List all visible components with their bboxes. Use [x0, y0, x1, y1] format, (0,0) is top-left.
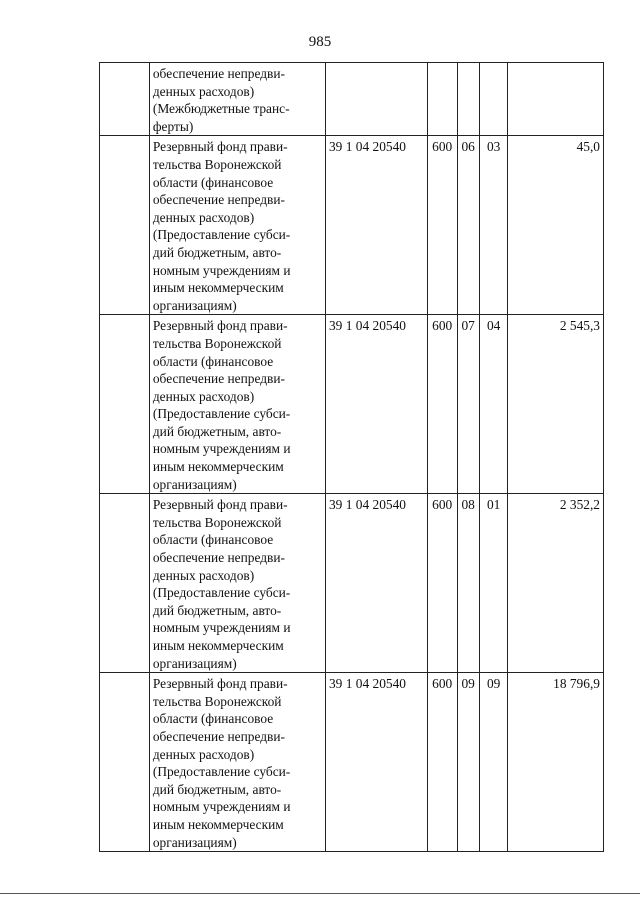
cell-sum: [508, 63, 604, 136]
name-line: тельства Воронежской: [152, 335, 282, 351]
name-line: дий бюджетным, авто-: [152, 781, 282, 797]
name-line: номным учреждениям и: [152, 799, 291, 815]
table-row: [100, 673, 604, 852]
name-line: номным учреждениям и: [152, 620, 291, 636]
cell-subsection: 03: [479, 136, 508, 315]
name-line: денных расходов): [152, 209, 255, 225]
cell-empty: [100, 63, 150, 136]
name-line: иным некоммерческим: [152, 638, 284, 653]
name-line: области (финансовое: [152, 711, 274, 727]
cell-expense-type: 600: [427, 673, 457, 852]
cell-name: [149, 63, 325, 136]
name-line: номным учреждениям и: [152, 441, 291, 457]
name-line: (Предоставление субси-: [152, 406, 291, 422]
cell-expense-type: 600: [427, 136, 457, 315]
cell-sum: 18 796,9: [508, 673, 604, 852]
cell-subsection: 09: [479, 673, 508, 852]
name-line: денных расходов): [152, 388, 255, 404]
name-line: денных расходов): [152, 567, 255, 583]
table-body: [100, 63, 604, 852]
name-line: номным учреждениям и: [152, 262, 291, 278]
cell-empty: [100, 315, 150, 494]
budget-table: [99, 62, 604, 852]
cell-section: [457, 63, 479, 136]
cell-subsection: 04: [479, 315, 508, 494]
cell-target-code: 39 1 04 20540: [325, 494, 427, 673]
cell-target-code: 39 1 04 20540: [325, 315, 427, 494]
name-line: Резервный фонд прави-: [152, 139, 288, 155]
name-line: тельства Воронежской: [152, 514, 282, 530]
cell-sum: 2 545,3: [508, 315, 604, 494]
name-line: иным некоммерческим: [152, 816, 284, 832]
name-line: иным некоммерческим: [152, 459, 284, 475]
cell-sum: 2 352,2: [508, 494, 604, 673]
name-line: (Межбюджетные транс-: [152, 101, 290, 117]
name-line: ферты): [152, 118, 194, 134]
name-line: области (финансовое: [152, 353, 274, 369]
cell-target-code: 39 1 04 20540: [325, 136, 427, 315]
name-line: организациям): [152, 834, 237, 850]
cell-expense-type: [427, 63, 457, 136]
name-line: (Предоставление субси-: [152, 227, 291, 243]
name-line: Резервный фонд прави-: [152, 676, 288, 692]
name-line: дий бюджетным, авто-: [152, 423, 282, 439]
cell-subsection: [479, 63, 508, 136]
table-row: [100, 136, 604, 315]
cell-section: 09: [457, 673, 479, 852]
cell-name: [149, 494, 325, 673]
cell-empty: [100, 136, 150, 315]
name-line: (Предоставление субси-: [152, 764, 291, 780]
name-line: обеспечение непредви-: [152, 66, 285, 81]
cell-sum: 45,0: [508, 136, 604, 315]
name-line: иным некоммерческим: [152, 280, 284, 296]
footer-divider: [0, 893, 640, 894]
name-line: (Предоставление субси-: [152, 585, 291, 601]
name-line: денных расходов): [152, 83, 255, 99]
cell-section: 06: [457, 136, 479, 315]
cell-target-code: 39 1 04 20540: [325, 673, 427, 852]
cell-target-code: [325, 63, 427, 136]
name-line: дий бюджетным, авто-: [152, 602, 282, 618]
cell-subsection: 01: [479, 494, 508, 673]
name-line: обеспечение непредви-: [152, 192, 285, 208]
name-line: организациям): [152, 476, 237, 492]
name-line: дий бюджетным, авто-: [152, 244, 282, 260]
cell-name: [149, 136, 325, 315]
name-line: Резервный фонд прави-: [152, 318, 288, 334]
cell-empty: [100, 494, 150, 673]
cell-section: 07: [457, 315, 479, 494]
cell-expense-type: 600: [427, 494, 457, 673]
cell-expense-type: 600: [427, 315, 457, 494]
cell-name: [149, 315, 325, 494]
cell-section: 08: [457, 494, 479, 673]
name-line: организациям): [152, 297, 237, 313]
cell-name: [149, 673, 325, 852]
cell-empty: [100, 673, 150, 852]
page-number: 985: [308, 34, 332, 50]
table-row: [100, 494, 604, 673]
name-line: области (финансовое: [152, 174, 274, 190]
name-line: обеспечение непредви-: [152, 550, 285, 566]
table-row: [100, 315, 604, 494]
name-line: обеспечение непредви-: [152, 371, 285, 387]
name-line: тельства Воронежской: [152, 693, 282, 709]
table-row: [100, 63, 604, 136]
name-line: области (финансовое: [152, 532, 274, 548]
name-line: обеспечение непредви-: [152, 728, 285, 744]
name-line: тельства Воронежской: [152, 156, 282, 172]
name-line: организациям): [152, 655, 237, 671]
name-line: денных расходов): [152, 746, 255, 762]
name-line: Резервный фонд прави-: [152, 497, 288, 513]
